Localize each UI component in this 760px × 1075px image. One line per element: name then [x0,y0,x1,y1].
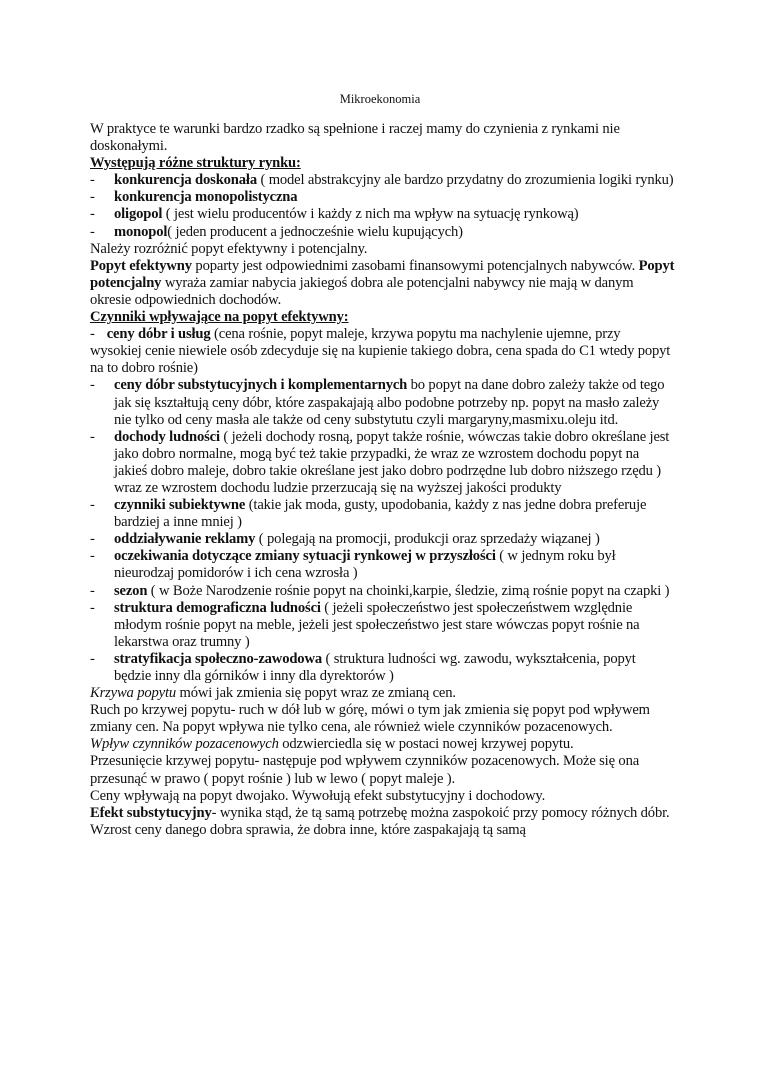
list-item-term: konkurencja monopolistyczna [114,189,298,206]
list-dash: - [90,223,95,240]
demand-curve-paragraph [90,685,675,702]
list-item-text: (cena rośnie, popyt maleje, krzywa popytu ma nachylenie ujemne, przy wysokiej cenie niewiele osób zdecyduje się na kupienie takiego dobra, cena spada do C1 wtedy popyt na to dobro rośnie) [90,326,671,377]
list-item [90,224,675,241]
nonprice-term: Wpływ czynników pozacenowych [90,736,279,753]
list-item-term: czynniki subiektywne [114,497,246,514]
list-dash: - [90,377,95,394]
list-item-text: ( model abstrakcyjny ale bardzo przydatny do zrozumienia logiki rynku) [256,172,674,189]
list-dash: - [90,582,95,599]
list-item-text: (takie jak moda, gusty, upodobania, każdy z nas jedne dobra preferuje bardziej a inne mniej ) [114,497,647,531]
definitions-paragraph [90,258,675,309]
list-item-text: ( jeżeli społeczeństwo jest społeczeństwem względnie młodym rośnie popyt na meble, jeżeli jest społeczeństwo jest stare wówczas popyt rośnie na lekarstwa oraz trumny ) [114,599,640,650]
demand-curve-text: mówi jak zmienia się popyt wraz ze zmianą cen. [176,685,456,702]
list-dash: - [90,531,95,548]
list-item-term: oddziaływanie reklamy [114,531,256,548]
intro-paragraph: W praktyce te warunki bardzo rzadko są spełnione i raczej mamy do czynienia z rynkami nie doskonałymi. [90,121,620,155]
list-dash: - [90,548,95,565]
list-item-term: oligopol [114,206,163,223]
list-item-term: ceny dóbr substytucyjnych i komplementarnych [114,377,408,394]
list-item-term: sezon [114,582,148,599]
list-dash: - [90,189,95,206]
effective-demand-term: Popyt efektywny [90,257,192,274]
nonprice-text: odzwierciedla się w postaci nowej krzywej popytu. [278,736,574,753]
list-item-term: struktura demograficzna ludności [114,599,321,616]
page-header: Mikroekonomia [339,92,421,106]
list-item [90,548,675,582]
list-dash: - [90,650,95,667]
price-effects-paragraph: Ceny wpływają na popyt dwojako. Wywołują efekt substytucyjny i dochodowy. [90,787,546,804]
factors-heading: Czynniki wpływające na popyt efektywny: [90,309,349,326]
list-item-text: ( jeden producent a jednocześnie wielu kupujących) [167,223,463,240]
factors-list [90,326,675,685]
list-item [90,651,675,685]
list-item-term: konkurencja doskonała [114,172,257,189]
list-item-text: bo popyt na dane dobro zależy także od tego jak się kształtują ceny dóbr, które zaspakajają albo podobne potrzeby np. popyt na masło zależy nie tylko od ceny masła ale także od ceny substytutu czyli margaryny,masmixu.oleju itd. [114,377,665,428]
structures-heading: Występują różne struktury rynku: [90,155,301,172]
list-dash: - [90,172,95,189]
list-item-term: oczekiwania dotyczące zmiany sytuacji rynkowej w przyszłości [114,548,496,565]
list-item [90,583,675,600]
list-dash: - [90,206,95,223]
list-item-text: ( polegają na promocji, produkcji oraz sprzedaży wiązanej ) [255,531,600,548]
list-dash: - [90,326,95,343]
nonprice-paragraph [90,736,675,753]
list-item-term: dochody ludności [114,428,220,445]
potential-demand-term: Popyt potencjalny [90,257,675,291]
substitution-effect-term: Efekt substytucyjny [90,804,212,821]
substitution-effect-paragraph [90,805,675,839]
list-item-term: ceny dóbr i usług [106,326,211,343]
list-dash: - [90,428,95,445]
structures-list [90,172,675,240]
list-item [90,206,675,223]
list-item-text: ( jest wielu producentów i każdy z nich ma wpływ na sytuację rynkową) [162,206,579,223]
list-item [90,531,675,548]
substitution-effect-text: - wynika stąd, że tą samą potrzebę można zaspokoić przy pomocy różnych dóbr. Wzrost ceny danego dobra sprawia, że dobra inne, które zaspakajają tą samą [90,804,670,838]
list-item [90,429,675,497]
list-item-term: stratyfikacja społeczno-zawodowa [114,650,322,667]
effective-demand-text: poparty jest odpowiednimi zasobami finansowymi potencjalnych nabywców. [191,257,639,274]
list-item-text: ( w Boże Narodzenie rośnie popyt na choinki,karpie, śledzie, zimą rośnie popyt na czapki ) [147,582,670,599]
curve-shift-paragraph: Przesunięcie krzywej popytu- następuje pod wpływem czynników pozacenowych. Może się ona przesunąć w prawo ( popyt rośnie ) lub w lewo ( popyt maleje ). [90,753,640,787]
list-item-text: ( jeżeli dochody rosną, popyt także rośnie, wówczas takie dobro określane jest jako dobro normalne, mogą być też takie przypadki, że wraz ze wzrostem dochodu popyt na jakieś dobro maleje, dobro takie określane jest jako dobro podrzędne lub dobro niższego rzędu ) wraz ze wzrostem dochodu ludzie przerzucają się na wyższej jakości produkty [114,428,670,496]
list-item-text: ( struktura ludności wg. zawodu, wykształcenia, popyt będzie inny dla górników i inny dla dyrektorów ) [114,650,636,684]
potential-demand-text: wyraża zamiar nabycia jakiegoś dobra ale potencjalni nabywcy nie mają w danym okresie odpowiednich dochodów. [90,274,634,308]
list-item [90,326,675,377]
list-dash: - [90,497,95,514]
list-item-text: ( w jednym roku był nieurodzaj pomidorów i ich cena wzrosła ) [114,548,616,582]
list-dash: - [90,599,95,616]
list-item [90,172,675,189]
list-item [90,377,675,428]
list-item-term: monopol [114,223,168,240]
list-item [90,189,675,206]
list-item [90,600,675,651]
list-item [90,497,675,531]
demand-curve-term: Krzywa popytu [90,685,177,702]
document-body [90,121,675,839]
curve-movement-paragraph: Ruch po krzywej popytu- ruch w dół lub w górę, mówi o tym jak zmienia się popyt pod wpływem zmiany cen. Na popyt wpływa nie tylko cena, ale również wiele czynników pozacenowych. [90,702,650,736]
distinguish-paragraph: Należy rozróżnić popyt efektywny i potencjalny. [90,240,368,257]
